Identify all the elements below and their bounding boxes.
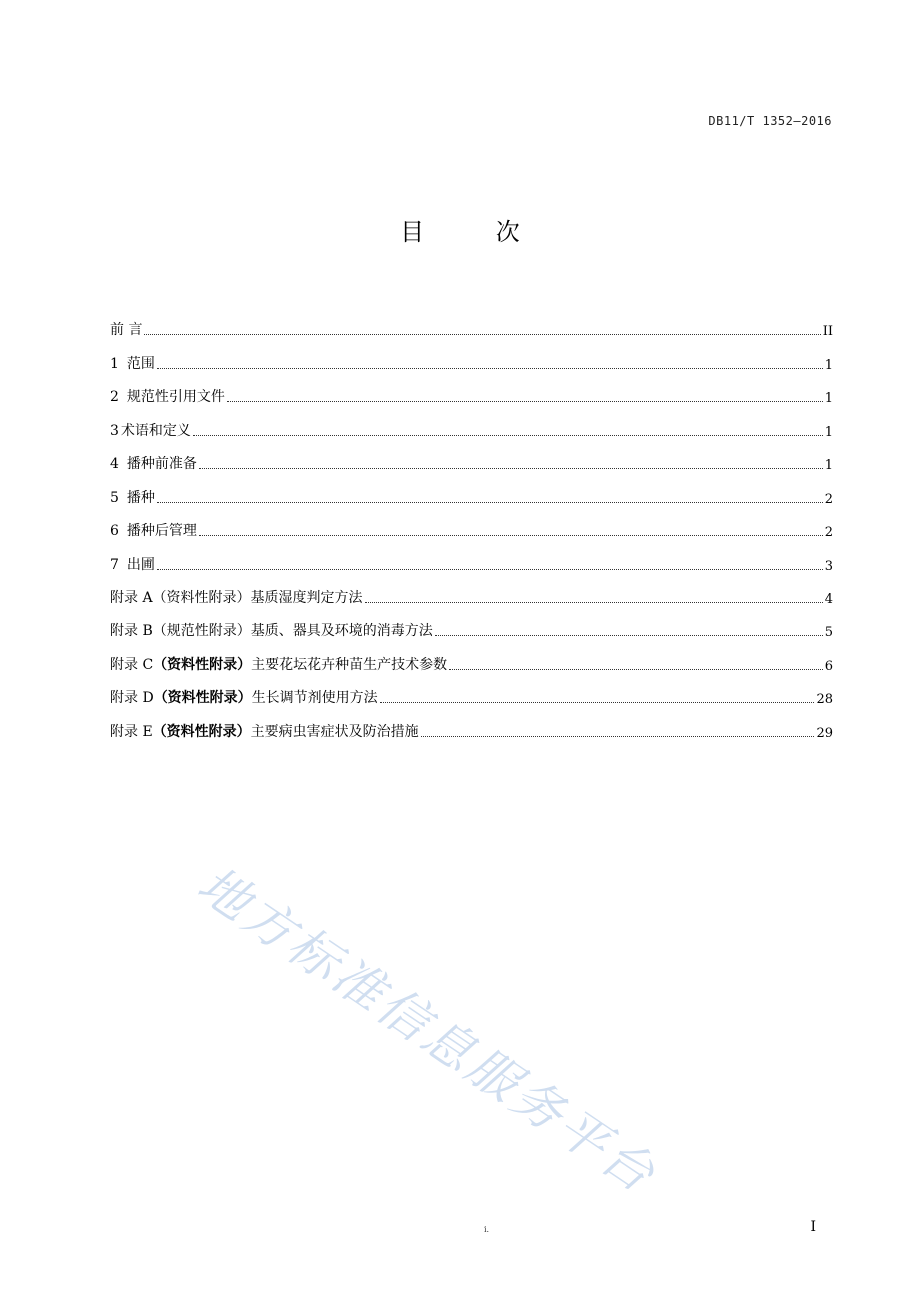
toc-leader-dots: [227, 401, 823, 402]
toc-leader-dots: [144, 334, 820, 335]
toc-entry-annex-type: （资料性附录）: [153, 656, 252, 673]
toc-entry-label: [110, 721, 419, 743]
toc-leader-dots: [380, 702, 815, 703]
toc-entry-label: [110, 520, 197, 542]
toc-entry[interactable]: [110, 676, 833, 709]
toc-entry-number: 6: [110, 523, 119, 540]
toc-entry-page: 28: [816, 692, 833, 708]
toc-entry-label: [110, 386, 225, 408]
toc-entry[interactable]: [110, 308, 833, 341]
toc-leader-dots: [449, 669, 823, 670]
toc-entry-page: II: [822, 324, 833, 340]
toc-entry-page: 5: [824, 625, 833, 641]
toc-entry[interactable]: [110, 609, 833, 642]
toc-entry-page: 3: [824, 558, 833, 574]
toc-entry-page: 1: [824, 357, 833, 373]
toc-entry-title: 术语和定义: [120, 422, 191, 439]
toc-entry-page: 4: [824, 591, 833, 607]
toc-leader-dots: [193, 435, 823, 436]
toc-entry-number: 2: [110, 389, 119, 406]
toc-entry-annex-title: 主要花坛花卉种苗生产技术参数: [251, 656, 448, 673]
toc-entry-page: 1: [824, 391, 833, 407]
toc-leader-dots: [157, 569, 823, 570]
toc-entry[interactable]: [110, 576, 833, 609]
toc-entry-title: 范围: [126, 355, 155, 372]
toc-leader-dots: [365, 602, 823, 603]
toc-entry-title: 附录 C: [110, 656, 154, 673]
toc-entry-title: 出圃: [126, 556, 155, 573]
toc-entry[interactable]: [110, 509, 833, 542]
toc-entry[interactable]: [110, 709, 833, 742]
toc-entry-annex-title: 主要病虫害症状及防治措施: [250, 723, 419, 740]
toc-entry-title: 附录 A（资料性附录）基质湿度判定方法: [110, 589, 363, 606]
toc-entry-number: 7: [110, 556, 119, 573]
toc-entry-label: [110, 687, 378, 709]
document-code: DB11/T 1352—2016: [708, 114, 832, 128]
toc-entry[interactable]: [110, 642, 833, 675]
toc-entry-title: 规范性引用文件: [126, 389, 225, 406]
toc-entry-label: [110, 420, 191, 442]
toc-leader-dots: [157, 502, 823, 503]
toc-entry-number: 1: [110, 355, 119, 372]
toc-entry-title: 播种: [126, 489, 155, 506]
toc-entry-annex-type: （资料性附录）: [152, 723, 251, 740]
page-number: I: [810, 1219, 816, 1235]
toc-entry-label: [110, 654, 447, 676]
toc-entry-title: 附录 D: [110, 690, 154, 707]
toc-entry-label: [110, 620, 433, 642]
table-of-contents: [110, 308, 833, 743]
toc-entry[interactable]: [110, 542, 833, 575]
toc-leader-dots: [199, 535, 823, 536]
toc-leader-dots: [199, 468, 823, 469]
toc-entry-annex-type: （资料性附录）: [153, 690, 252, 707]
toc-leader-dots: [435, 635, 823, 636]
toc-entry-number: 4: [110, 456, 119, 473]
toc-entry-label: [110, 587, 363, 609]
toc-entry[interactable]: [110, 442, 833, 475]
toc-leader-dots: [421, 736, 815, 737]
toc-entry[interactable]: [110, 408, 833, 441]
toc-entry[interactable]: [110, 341, 833, 374]
toc-entry-title: 前 言: [110, 322, 143, 339]
toc-entry-title: 播种前准备: [126, 456, 197, 473]
toc-entry-label: [110, 554, 155, 576]
toc-entry-label: [110, 353, 155, 375]
toc-entry-number: 5: [110, 489, 119, 506]
toc-entry-page: 6: [824, 658, 833, 674]
footer-mark: i.: [484, 1225, 490, 1234]
page-title: 目 次: [400, 218, 552, 246]
toc-entry-annex-title: 生长调节剂使用方法: [251, 690, 378, 707]
toc-entry-page: 1: [824, 458, 833, 474]
toc-entry[interactable]: [110, 475, 833, 508]
toc-leader-dots: [157, 368, 823, 369]
toc-entry-number: 3: [110, 422, 119, 439]
toc-entry-page: 2: [824, 525, 833, 541]
toc-entry-page: 1: [824, 424, 833, 440]
toc-entry-title: 附录 E: [110, 723, 153, 740]
toc-entry-title: 播种后管理: [126, 523, 197, 540]
toc-entry-label: [110, 487, 155, 509]
toc-entry[interactable]: [110, 375, 833, 408]
toc-entry-page: 29: [816, 725, 833, 741]
toc-entry-label: [110, 319, 142, 341]
watermark-text: 地方标准信息服务平台: [187, 855, 668, 1206]
toc-entry-label: [110, 453, 197, 475]
toc-entry-title: 附录 B（规范性附录）基质、器具及环境的消毒方法: [110, 623, 433, 640]
toc-entry-page: 2: [824, 491, 833, 507]
